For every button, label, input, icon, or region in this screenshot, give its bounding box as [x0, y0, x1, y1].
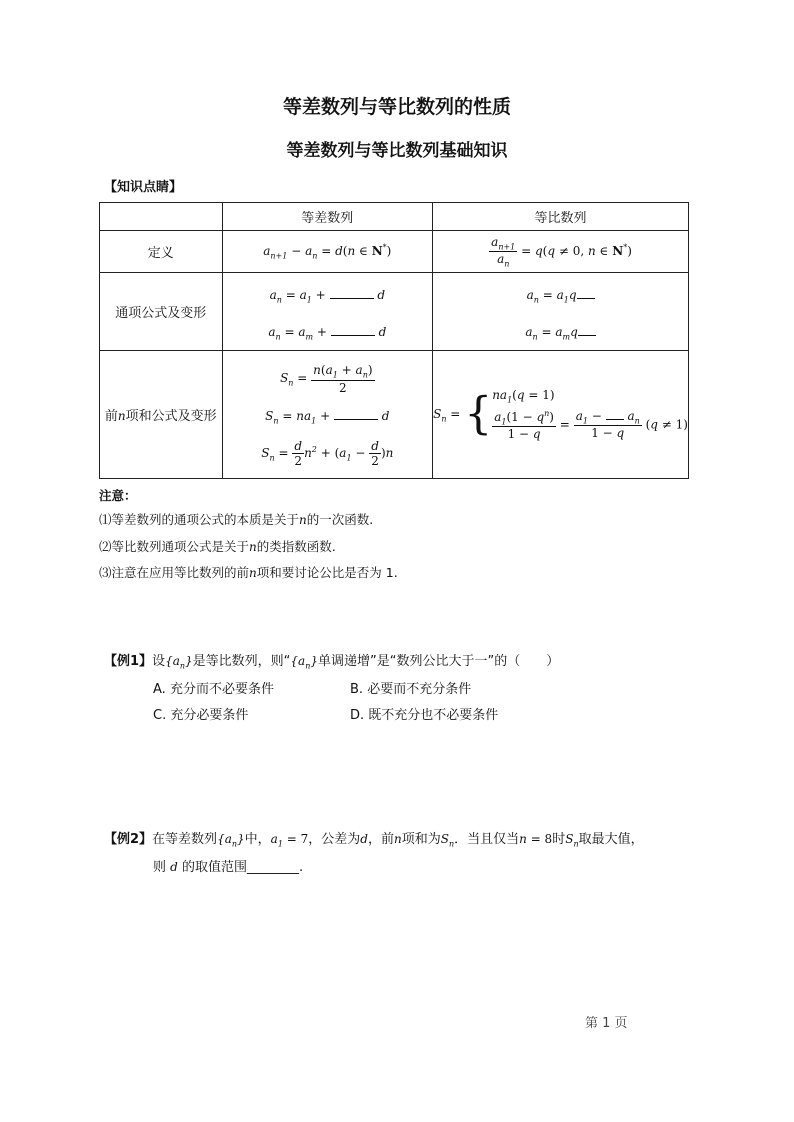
geom-sum-formulas: $S_n$ = { $na_1(q = 1)$ $\frac{a_1(1 - q^n)}{1 - q}$ = $\frac{a_1 - a_n}{1 - q}$ (q ≠ 1) — [433, 351, 689, 479]
table-header-empty — [100, 203, 223, 231]
example2-question-line2: 则 d 的取值范围________. — [153, 860, 304, 875]
example1-option-c[interactable]: C. 充分必要条件 — [153, 708, 249, 723]
arith-general-term-formulas: $a_n = a_1 + d$ $a_n = a_m + d$ — [222, 273, 433, 351]
note-item-3: ⑶注意在应用等比数列的前n项和要讨论公比是否为 1. — [99, 565, 398, 580]
example1-option-d[interactable]: D. 既不充分也不必要条件 — [350, 708, 499, 723]
page-number: 第 1 页 — [585, 1016, 628, 1031]
arith-sum-formulas: $S_n$ = $\frac{n(a_1 + a_n)}{2}$ $S_n = na_1 + d$ $S_n$ = $\frac{d}{2}$ $n^2 + (a_1$ − $\frac{d}{2}$ )n — [222, 351, 433, 479]
page-subtitle: 等差数列与等比数列基础知识 — [286, 141, 508, 161]
example1-option-a[interactable]: A. 充分而不必要条件 — [153, 682, 274, 697]
row-label-definition: 定义 — [100, 231, 223, 273]
note-item-1: ⑴等差数列的通项公式的本质是关于n的一次函数. — [99, 512, 374, 527]
geom-general-term-formulas: $a_n = a_1q$ $a_n = a_mq$ — [433, 273, 689, 351]
note-item-2: ⑵等比数列通项公式是关于n的类指数函数. — [99, 539, 336, 554]
table-header-geometric: 等比数列 — [433, 203, 689, 231]
table-row-definition — [100, 231, 689, 273]
example1-question: 【例1】设$\{a_n\}$是等比数列，则“$\{a_n\}$单调递增”是“数列公比大于一”的（ ） — [104, 654, 560, 671]
notes-title: 注意： — [99, 488, 137, 503]
section-label: 【知识点睛】 — [104, 180, 183, 195]
page-title: 等差数列与等比数列的性质 — [282, 96, 511, 118]
table-row-sum — [100, 351, 689, 479]
row-label-general-term: 通项公式及变形 — [100, 273, 223, 351]
arith-definition-formula: $a_{n+1} - a_n = d(n$ ∈ N*) — [222, 231, 433, 273]
geom-definition-formula: $\frac{a_{n+1}}{a_n}$ = q(q ≠ 0, n ∈ N*) — [433, 231, 689, 273]
row-label-sum: 前n项和公式及变形 — [100, 351, 223, 479]
table-row-general-term — [100, 273, 689, 351]
example2-question-line1: 【例2】在等差数列$\{a_n\}$中，$a_1 = 7$，公差为d，前n项和为$S_n$．当且仅当n = 8时$S_n$取最大值， — [104, 832, 644, 849]
example1-option-b[interactable]: B. 必要而不充分条件 — [350, 682, 472, 697]
table-header-arithmetic: 等差数列 — [222, 203, 433, 231]
knowledge-table — [99, 202, 689, 479]
table-header-row — [100, 203, 689, 231]
